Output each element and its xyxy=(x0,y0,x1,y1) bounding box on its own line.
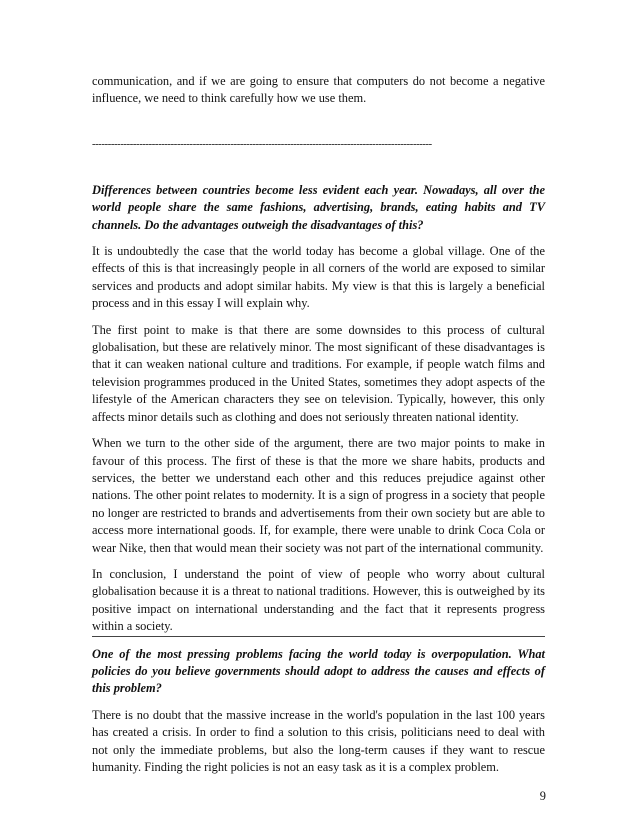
intro-paragraph: communication, and if we are going to ensure that computers do not become a negative influence, we need to think carefully how we use them. xyxy=(92,74,545,106)
page-number: 9 xyxy=(539,789,546,803)
essay1-paragraph-4: In conclusion, I understand the point of view of people who worry about cultural globalisation because it is a threat to national traditions. However, this is outweighed by its positive impact on international understanding and the fact that it represents progress within a society. xyxy=(92,566,545,634)
essay1-question: Differences between countries become less evident each year. Nowadays, all over the world people share the same fashions, advertising, brands, eating habits and TV channels. Do the advantages outweigh the disadvantages of this? xyxy=(92,182,545,232)
dashed-separator: ------------------------------------------------------------------------------------------------------------ xyxy=(92,138,432,150)
essay1-paragraph-3: When we turn to the other side of the argument, there are two major points to make in favour of this process. The first of these is that the more we share habits, products and services, the better we understand each other and this reduces prejudice against other nations. The other point relates to modernity. It is a sign of progress in a society that people no longer are restricted to brands and advertisements from their own society but are able to access more international goods. If, for example, there were unable to drink Coca Cola or wear Nike, then that would mean their society was not part of the international community. xyxy=(92,436,545,555)
document-page xyxy=(92,73,545,785)
essay1-paragraph-2: The first point to make is that there are some downsides to this process of cultural globalisation, but these are relatively minor. The most significant of these disadvantages is that it can weaken national culture and traditions. For example, if people watch films and television programmes produced in the United States, sometimes they adopt aspects of the lifestyle of the American characters they see on television. Typically, however, this only affects minor details such as clothing and does not seriously threaten national identity. xyxy=(92,322,545,424)
section-divider xyxy=(92,636,545,637)
essay2-paragraph-1: There is no doubt that the massive increase in the world's population in the last 100 years has created a crisis. In order to find a solution to this crisis, politicians need to deal with not only the immediate problems, but also the long-term causes if they want to rescue humanity. Finding the right policies is not an easy task as it is a complex problem. xyxy=(92,707,545,774)
essay2-question: One of the most pressing problems facing the world today is overpopulation. What policies do you believe governments should adopt to address the causes and effects of this problem? xyxy=(92,646,545,696)
essay1-paragraph-1: It is undoubtedly the case that the world today has become a global village. One of the effects of this is that increasingly people in all corners of the world are exposed to similar services and products and adopt similar habits. My view is that this is largely a beneficial process and in this essay I will explain why. xyxy=(92,244,545,311)
